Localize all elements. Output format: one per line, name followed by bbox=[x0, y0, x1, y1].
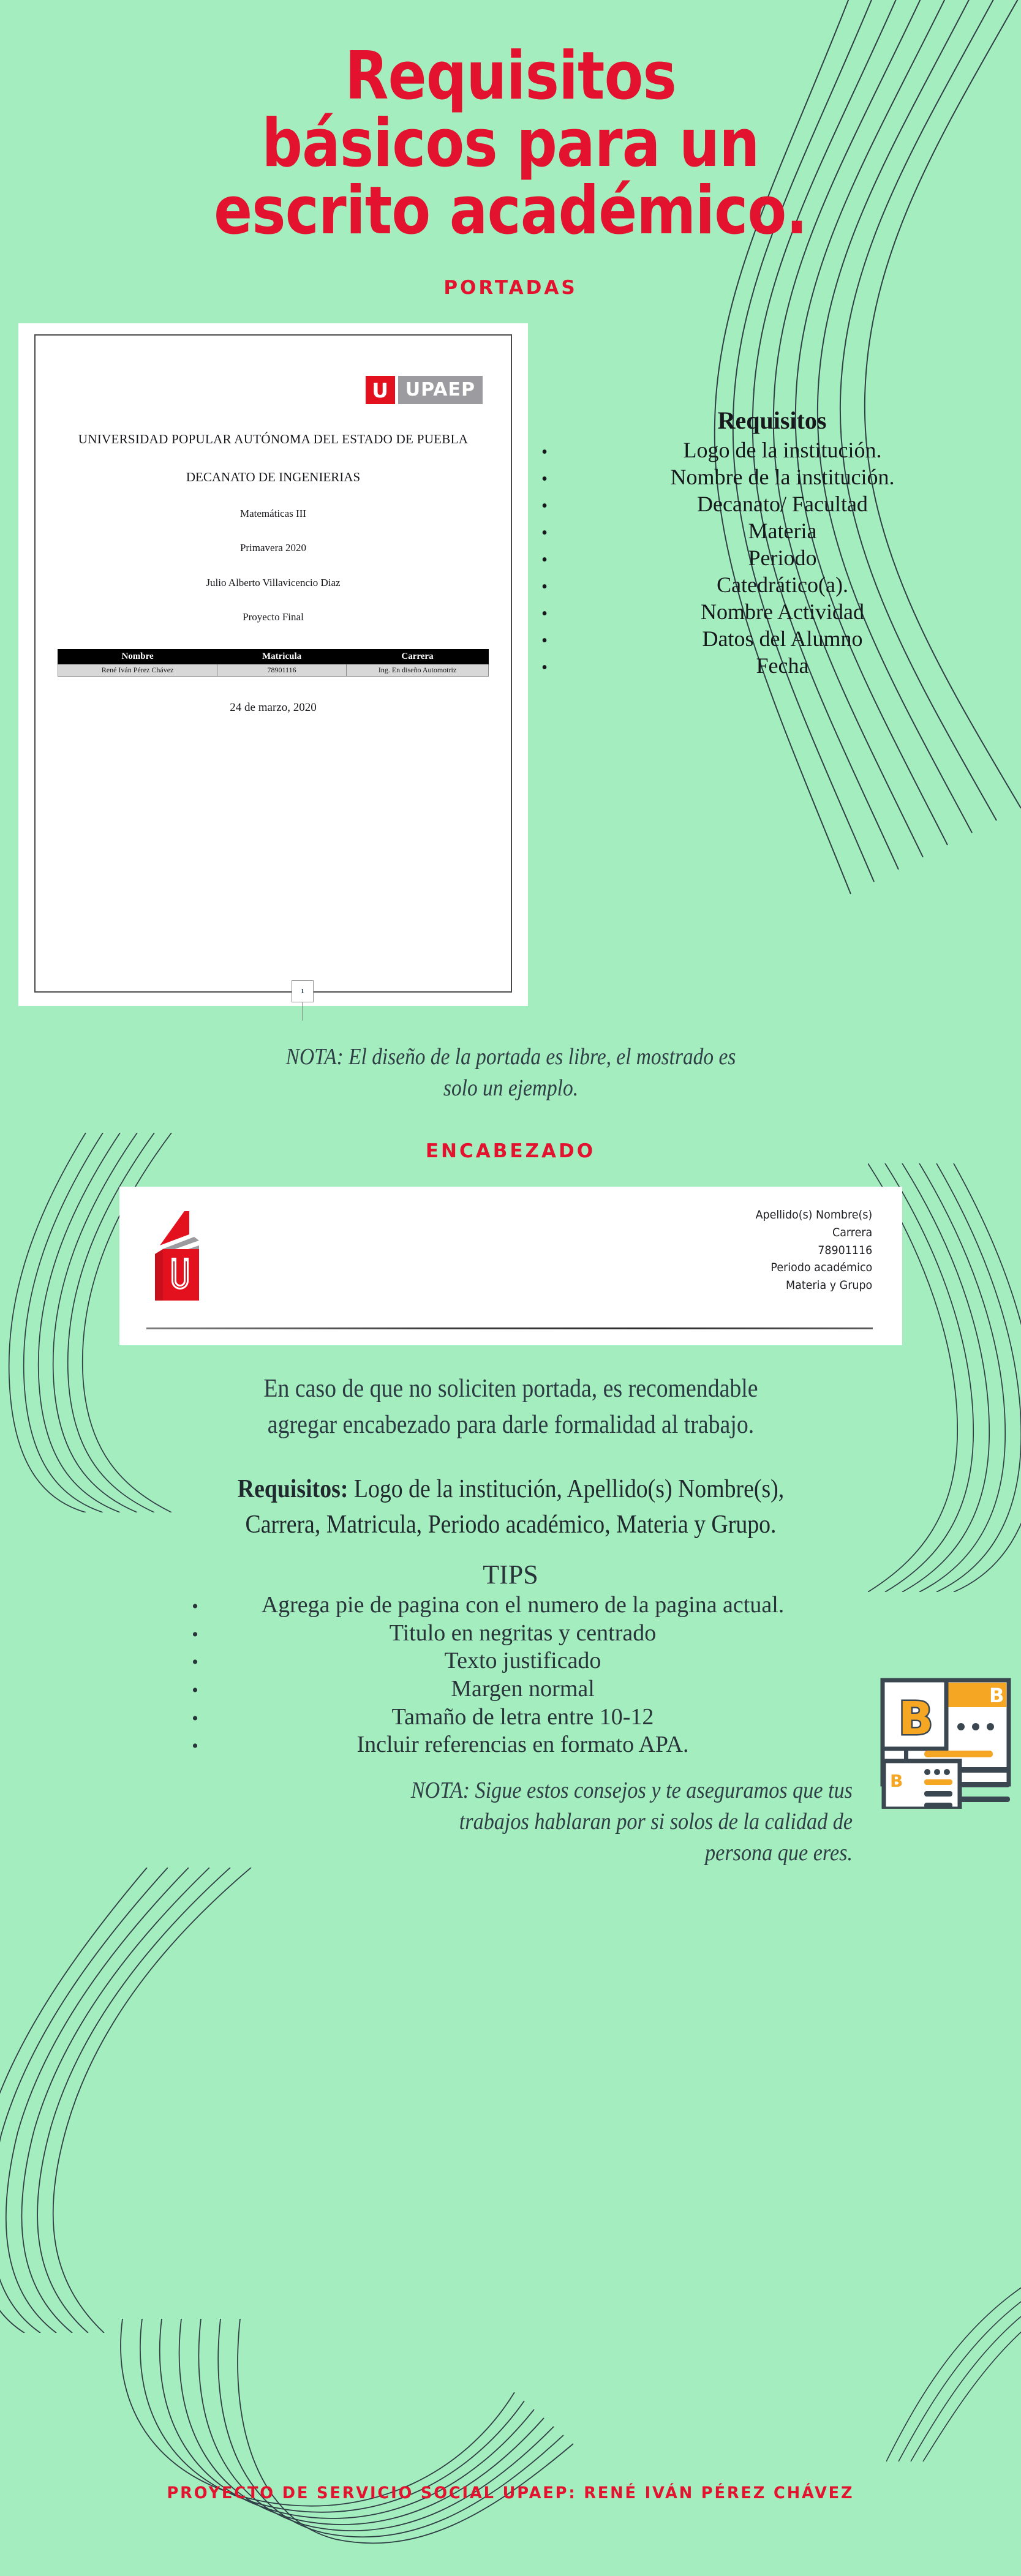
list-item bbox=[534, 437, 1010, 464]
doc-page-number-badge: 1 bbox=[292, 980, 314, 1002]
upaep-book-logo-icon bbox=[146, 1210, 214, 1305]
section-heading-portadas: PORTADAS bbox=[0, 277, 1021, 299]
portada-document-preview bbox=[18, 323, 528, 1006]
nota-tips-line-2: trabajos hablaran por si solos de la calidad de bbox=[224, 1806, 853, 1838]
list-item-label: Agrega pie de pagina con el numero de la pagina actual. bbox=[208, 1591, 838, 1620]
encabezado-field-nombre: Apellido(s) Nombre(s) bbox=[756, 1206, 873, 1224]
svg-text:B: B bbox=[989, 1684, 1004, 1707]
doc-actividad: Proyecto Final bbox=[58, 610, 489, 624]
portada-document-page bbox=[34, 334, 512, 993]
list-item bbox=[534, 572, 1010, 599]
bullet-icon: • bbox=[534, 496, 555, 517]
bullet-icon: • bbox=[183, 1596, 208, 1618]
paragraph-encabezado bbox=[89, 1371, 932, 1443]
bullet-icon: • bbox=[534, 523, 555, 544]
doc-materia: Matemáticas III bbox=[58, 507, 489, 520]
encabezado-preview-inner bbox=[146, 1204, 873, 1320]
list-item bbox=[183, 1591, 838, 1620]
list-item-label: Fecha bbox=[555, 653, 1010, 680]
footer-credit: PROYECTO DE SERVICIO SOCIAL UPAEP: RENÉ IVÁN PÉREZ CHÁVEZ bbox=[26, 2484, 996, 2503]
bullet-icon: • bbox=[183, 1651, 208, 1673]
table-header-carrera: Carrera bbox=[347, 649, 489, 664]
doc-student-table bbox=[58, 649, 489, 677]
list-item bbox=[534, 464, 1010, 491]
encabezado-fields bbox=[756, 1206, 873, 1294]
list-item bbox=[183, 1731, 838, 1759]
table-cell-matricula: 78901116 bbox=[217, 664, 347, 676]
bullet-icon: • bbox=[183, 1735, 208, 1757]
encabezado-field-periodo: Periodo académico bbox=[756, 1259, 873, 1277]
upaep-logo-lockup bbox=[58, 376, 483, 404]
paragraph-encabezado-line-2: agregar encabezado para darle formalidad al trabajo. bbox=[89, 1407, 932, 1443]
encabezado-field-carrera: Carrera bbox=[756, 1224, 873, 1242]
list-item bbox=[534, 599, 1010, 626]
doc-university-name: UNIVERSIDAD POPULAR AUTÓNOMA DEL ESTADO DE PUEBLA bbox=[58, 431, 489, 448]
encabezado-preview bbox=[119, 1187, 902, 1345]
portada-section bbox=[0, 323, 1021, 1006]
list-item bbox=[534, 626, 1010, 653]
requisitos-portada-list bbox=[528, 323, 1021, 679]
list-item-label: Margen normal bbox=[208, 1675, 838, 1703]
title-line-3: escrito académico. bbox=[72, 178, 950, 245]
list-item bbox=[534, 491, 1010, 518]
nota-tips-line-3: persona que eres. bbox=[224, 1838, 853, 1869]
list-item-label: Nombre de la institución. bbox=[555, 464, 1010, 491]
bullet-icon: • bbox=[183, 1708, 208, 1730]
title-line-2: básicos para un bbox=[72, 110, 950, 178]
page-title bbox=[0, 0, 1021, 245]
paragraph-encabezado-line-1: En caso de que no soliciten portada, es recomendable bbox=[89, 1371, 932, 1407]
table-row bbox=[58, 664, 489, 676]
list-item-label: Incluir referencias en formato APA. bbox=[208, 1731, 838, 1759]
svg-text:B: B bbox=[890, 1771, 903, 1791]
bullet-icon: • bbox=[534, 577, 555, 598]
requisitos-title: Requisitos bbox=[534, 406, 1010, 435]
nota-portada-line-1: NOTA: El diseño de la portada es libre, el mostrado es bbox=[190, 1042, 831, 1072]
table-header-matricula: Matricula bbox=[217, 649, 347, 664]
list-item-label: Materia bbox=[555, 518, 1010, 545]
encabezado-field-matricula: 78901116 bbox=[756, 1242, 873, 1260]
list-item-label: Decanato/ Facultad bbox=[555, 491, 1010, 518]
bullet-icon: • bbox=[534, 442, 555, 463]
paragraph-requisitos-line-2: Carrera, Matricula, Periodo académico, Materia y Grupo. bbox=[64, 1508, 957, 1543]
upaep-u-mark: U bbox=[366, 376, 395, 404]
table-cell-carrera: Ing. En diseño Automotriz bbox=[347, 664, 489, 676]
tips-list bbox=[183, 1591, 838, 1759]
list-item-label: Catedrático(a). bbox=[555, 572, 1010, 599]
list-item-label: Periodo bbox=[555, 545, 1010, 572]
text-formatting-icon bbox=[869, 1656, 1021, 1809]
paragraph-requisitos-rest: Logo de la institución, Apellido(s) Nombre(s), bbox=[348, 1475, 784, 1503]
paragraph-requisitos-label: Requisitos: bbox=[237, 1475, 348, 1503]
paragraph-requisitos bbox=[64, 1472, 957, 1543]
encabezado-field-materia: Materia y Grupo bbox=[756, 1277, 873, 1294]
table-header-row bbox=[58, 649, 489, 664]
list-item bbox=[534, 653, 1010, 680]
bullet-icon: • bbox=[183, 1624, 208, 1646]
list-item bbox=[534, 545, 1010, 572]
list-item-label: Texto justificado bbox=[208, 1647, 838, 1675]
bullet-icon: • bbox=[534, 631, 555, 652]
encabezado-divider bbox=[146, 1327, 873, 1329]
bullet-icon: • bbox=[534, 604, 555, 625]
decorative-lines-bottom bbox=[86, 2319, 637, 2576]
nota-tips bbox=[224, 1775, 869, 1869]
bullet-icon: • bbox=[534, 550, 555, 571]
doc-decanato: DECANATO DE INGENIERIAS bbox=[58, 469, 489, 486]
list-item-label: Titulo en negritas y centrado bbox=[208, 1620, 838, 1648]
list-item bbox=[183, 1620, 838, 1648]
table-header-nombre: Nombre bbox=[58, 649, 217, 664]
decorative-lines-left-lower bbox=[0, 1868, 263, 2333]
decorative-lines-right-lower bbox=[886, 2143, 1021, 2461]
doc-periodo: Primavera 2020 bbox=[58, 541, 489, 555]
bullet-icon: • bbox=[534, 658, 555, 678]
doc-fecha: 24 de marzo, 2020 bbox=[58, 700, 489, 715]
paragraph-requisitos-line-1 bbox=[64, 1472, 957, 1508]
list-item bbox=[183, 1703, 838, 1732]
svg-text:B: B bbox=[899, 1692, 933, 1745]
list-item bbox=[534, 518, 1010, 545]
title-line-1: Requisitos bbox=[72, 43, 950, 110]
bullet-icon: • bbox=[183, 1680, 208, 1702]
doc-profesor: Julio Alberto Villavicencio Diaz bbox=[58, 576, 489, 590]
list-item-label: Nombre Actividad bbox=[555, 599, 1010, 626]
nota-tips-line-1: NOTA: Sigue estos consejos y te aseguramos que tus bbox=[224, 1775, 853, 1806]
list-item-label: Logo de la institución. bbox=[555, 437, 1010, 464]
tips-title: TIPS bbox=[0, 1559, 1021, 1590]
table-cell-nombre: René Iván Pérez Chávez bbox=[58, 664, 217, 676]
bullet-icon: • bbox=[534, 469, 555, 490]
list-item bbox=[183, 1647, 838, 1675]
list-item-label: Datos del Alumno bbox=[555, 626, 1010, 653]
section-heading-encabezado: ENCABEZADO bbox=[0, 1140, 1021, 1162]
upaep-wordmark: UPAEP bbox=[398, 376, 483, 404]
nota-portada bbox=[190, 1042, 831, 1103]
doc-page-number-stem bbox=[302, 1002, 303, 1021]
list-item bbox=[183, 1675, 838, 1703]
nota-portada-line-2: solo un ejemplo. bbox=[190, 1073, 831, 1103]
list-item-label: Tamaño de letra entre 10-12 bbox=[208, 1703, 838, 1732]
